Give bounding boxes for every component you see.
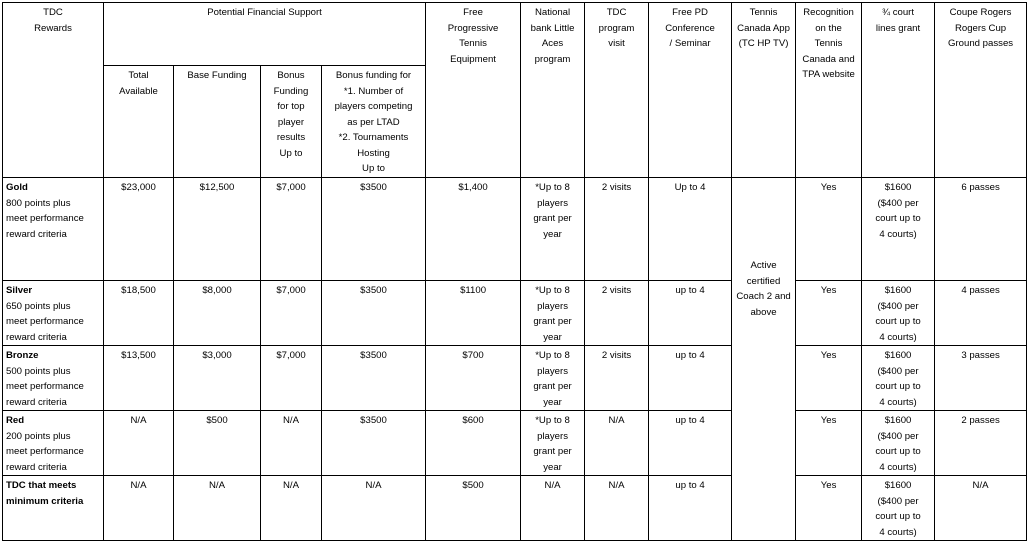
header-pd-conference: Free PD Conference / Seminar	[649, 3, 732, 178]
little-aces-cell: *Up to 8 players grant per year	[521, 411, 585, 476]
tier-name: TDC that meets	[6, 480, 77, 491]
base-funding-cell: $8,000	[174, 281, 261, 346]
court-lines-cell: $1600 ($400 per court up to 4 courts)	[862, 411, 935, 476]
bonus-players-cell: $3500	[322, 346, 426, 411]
tier-cell	[3, 476, 104, 541]
table-row	[3, 178, 1027, 281]
recognition-cell: Yes	[796, 476, 862, 541]
tier-cell	[3, 411, 104, 476]
table-row	[3, 476, 1027, 541]
equipment-cell: $600	[426, 411, 521, 476]
bonus-top-cell: N/A	[261, 476, 322, 541]
program-visit-cell: N/A	[585, 476, 649, 541]
program-visit-cell: 2 visits	[585, 178, 649, 281]
table-row	[3, 281, 1027, 346]
bonus-players-cell: $3500	[322, 281, 426, 346]
header-equipment: Free Progressive Tennis Equipment	[426, 3, 521, 178]
header-total-available: Total Available	[104, 66, 174, 178]
tier-criteria: 800 points plus meet performance reward criteria	[6, 197, 84, 240]
program-visit-cell: 2 visits	[585, 281, 649, 346]
recognition-cell: Yes	[796, 281, 862, 346]
cup-passes-cell: N/A	[935, 476, 1027, 541]
recognition-cell: Yes	[796, 411, 862, 476]
cup-passes-cell: 3 passes	[935, 346, 1027, 411]
total-available-cell: N/A	[104, 476, 174, 541]
little-aces-cell: N/A	[521, 476, 585, 541]
tier-cell	[3, 281, 104, 346]
tier-name: Red	[6, 415, 25, 426]
equipment-cell: $700	[426, 346, 521, 411]
bonus-top-cell: $7,000	[261, 346, 322, 411]
tier-criteria: 200 points plus meet performance reward criteria	[6, 430, 84, 473]
total-available-cell: $18,500	[104, 281, 174, 346]
pd-conference-cell: up to 4	[649, 281, 732, 346]
tier-criteria: minimum criteria	[6, 495, 84, 507]
court-lines-cell: $1600 ($400 per court up to 4 courts)	[862, 178, 935, 281]
header-base-funding: Base Funding	[174, 66, 261, 178]
court-lines-cell: $1600 ($400 per court up to 4 courts)	[862, 476, 935, 541]
base-funding-cell: $3,000	[174, 346, 261, 411]
court-lines-cell: $1600 ($400 per court up to 4 courts)	[862, 281, 935, 346]
header-rewards: TDC Rewards	[3, 3, 104, 178]
court-lines-cell: $1600 ($400 per court up to 4 courts)	[862, 346, 935, 411]
header-little-aces: National bank Little Aces program	[521, 3, 585, 178]
little-aces-cell: *Up to 8 players grant per year	[521, 346, 585, 411]
base-funding-cell: $500	[174, 411, 261, 476]
pd-conference-cell: Up to 4	[649, 178, 732, 281]
table-row	[3, 346, 1027, 411]
pd-conference-cell: up to 4	[649, 476, 732, 541]
tier-cell	[3, 178, 104, 281]
header-app: Tennis Canada App (TC HP TV)	[732, 3, 796, 178]
tier-criteria: 650 points plus meet performance reward criteria	[6, 300, 84, 343]
equipment-cell: $500	[426, 476, 521, 541]
cup-passes-cell: 2 passes	[935, 411, 1027, 476]
program-visit-cell: N/A	[585, 411, 649, 476]
little-aces-cell: *Up to 8 players grant per year	[521, 178, 585, 281]
recognition-cell: Yes	[796, 178, 862, 281]
bonus-players-cell: $3500	[322, 178, 426, 281]
rewards-table	[2, 2, 1027, 541]
bonus-top-cell: $7,000	[261, 281, 322, 346]
equipment-cell: $1,400	[426, 178, 521, 281]
total-available-cell: $23,000	[104, 178, 174, 281]
bonus-players-cell: $3500	[322, 411, 426, 476]
bonus-top-cell: N/A	[261, 411, 322, 476]
pd-conference-cell: up to 4	[649, 346, 732, 411]
table-row	[3, 411, 1027, 476]
header-recognition: Recognition on the Tennis Canada and TPA website	[796, 3, 862, 178]
bonus-players-cell: N/A	[322, 476, 426, 541]
pd-conference-cell: up to 4	[649, 411, 732, 476]
program-visit-cell: 2 visits	[585, 346, 649, 411]
recognition-cell: Yes	[796, 346, 862, 411]
tier-name: Gold	[6, 182, 28, 193]
header-cup-passes: Coupe Rogers Rogers Cup Ground passes	[935, 3, 1027, 178]
cup-passes-cell: 4 passes	[935, 281, 1027, 346]
header-financial-support: Potential Financial Support	[104, 3, 426, 66]
base-funding-cell: $12,500	[174, 178, 261, 281]
tier-name: Bronze	[6, 350, 39, 361]
total-available-cell: $13,500	[104, 346, 174, 411]
header-bonus-top: Bonus Funding for top player results Up to	[261, 66, 322, 178]
tier-name: Silver	[6, 285, 33, 296]
bonus-top-cell: $7,000	[261, 178, 322, 281]
cup-passes-cell: 6 passes	[935, 178, 1027, 281]
tier-cell	[3, 346, 104, 411]
equipment-cell: $1100	[426, 281, 521, 346]
total-available-cell: N/A	[104, 411, 174, 476]
little-aces-cell: *Up to 8 players grant per year	[521, 281, 585, 346]
header-bonus-players: Bonus funding for *1. Number of players competing as per LTAD *2. Tournaments Hosting Up to	[322, 66, 426, 178]
base-funding-cell: N/A	[174, 476, 261, 541]
header-program-visit: TDC program visit	[585, 3, 649, 178]
app-cell: Active certified Coach 2 and above	[732, 178, 796, 541]
header-court-lines: ¾ court lines grant	[862, 3, 935, 178]
tier-criteria: 500 points plus meet performance reward criteria	[6, 365, 84, 408]
